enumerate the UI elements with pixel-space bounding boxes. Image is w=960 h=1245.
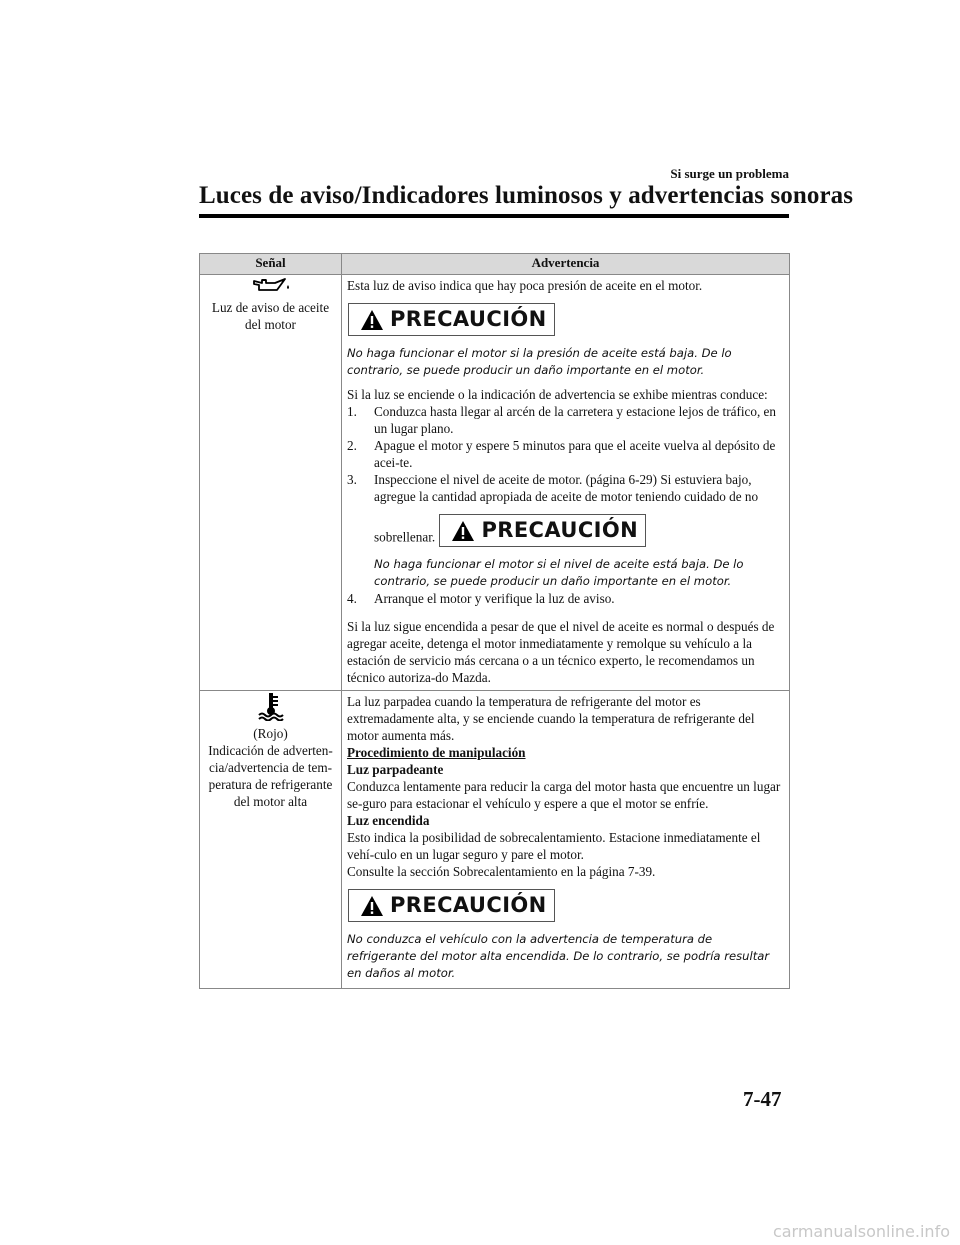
steps-list <box>347 403 783 607</box>
step-text: Apague el motor y espere 5 minutos para que el aceite vuelva al depósito de acei-te. <box>374 438 776 470</box>
step-number: 1. <box>347 404 357 419</box>
signal-label: Indicación de adverten-cia/advertencia de tem-peratura de refrigerante del motor alta <box>208 743 333 809</box>
oil-intro-text: Esta luz de aviso indica que hay poca presión de aceite en el motor. <box>347 278 703 293</box>
caution-box <box>348 889 555 922</box>
table-row <box>200 691 790 989</box>
warning-cell <box>342 275 790 691</box>
step-number: 2. <box>347 438 357 453</box>
procedure-heading: Procedimiento de manipulación <box>347 745 526 760</box>
section-label: Si surge un problema <box>670 166 789 181</box>
list-item <box>347 437 783 471</box>
caution-box <box>348 303 555 336</box>
blinking-heading: Luz parpadeante <box>347 762 444 777</box>
signal-cell <box>200 275 342 691</box>
signal-cell <box>200 691 342 989</box>
step-text: Inspeccione el nivel de aceite de motor. (página 6-29) Si estuviera bajo, agregue la cantidad apropiada de aceite de motor teniendo cuidado de no sobrellenar. <box>374 472 759 545</box>
signal-color: (Rojo) <box>253 726 288 741</box>
step-number: 4. <box>347 591 357 606</box>
coolant-temperature-icon <box>257 691 285 721</box>
steps-intro: Si la luz se enciende o la indicación de advertencia se exhibe mientras conduce: <box>347 387 768 402</box>
step-number: 3. <box>347 472 357 487</box>
list-item <box>347 590 783 607</box>
table-row <box>200 275 790 691</box>
warning-triangle-icon <box>451 520 475 542</box>
column-header-warning: Advertencia <box>342 254 790 275</box>
list-item <box>347 403 783 437</box>
column-header-signal: Señal <box>200 254 342 275</box>
caution-text: No haga funcionar el motor si el nivel de aceite está baja. De lo contrario, se puede producir un daño importante en el motor. <box>374 557 744 588</box>
caution-text: No conduzca el vehículo con la advertencia de temperatura de refrigerante del motor alta encendida. De lo contrario, se podría resultar en daños al motor. <box>347 932 770 980</box>
coolant-intro-text: La luz parpadea cuando la temperatura de refrigerante del motor es extremadamente alta, y se enciende cuando la temperatura de refrigerante del motor aumenta más. <box>347 694 755 743</box>
on-text: Esto indica la posibilidad de sobrecalentamiento. Estacione inmediatamente el vehí-culo en un lugar seguro y pare el motor. <box>347 830 761 862</box>
signal-label: Luz de aviso de aceite del motor <box>211 300 330 332</box>
page-title: Luces de aviso/Indicadores luminosos y advertencias sonoras <box>199 182 854 209</box>
warning-triangle-icon <box>360 895 384 917</box>
warning-lights-table <box>199 253 790 989</box>
reference-text: Consulte la sección Sobrecalentamiento en la página 7-39. <box>347 864 656 879</box>
title-divider <box>199 214 789 218</box>
warning-cell <box>342 691 790 989</box>
blinking-text: Conduzca lentamente para reducir la carga del motor hasta que encuentre un lugar se-guro para estacionar el vehículo y espere a que el motor se enfríe. <box>347 779 781 811</box>
page-number: 7-47 <box>743 1087 782 1111</box>
watermark: carmanualsonline.info <box>772 1222 950 1241</box>
caution-text: No haga funcionar el motor si la presión de aceite está baja. De lo contrario, se puede producir un daño importante en el motor. <box>347 346 732 377</box>
list-item <box>347 471 783 590</box>
step-text: Conduzca hasta llegar al arcén de la carretera y estacione lejos de tráfico, en un lugar plano. <box>374 404 776 436</box>
caution-box <box>439 514 646 547</box>
caution-label: PRECAUCIÓN <box>481 518 639 542</box>
oil-closing-text: Si la luz sigue encendida a pesar de que el nivel de aceite es normal o después de agregar aceite, detenga el motor inmediatamente y remolque su vehículo a la estación de servicio más cercana o a un técnico experto, le recomendamos un técnico autoriza-do Mazda. <box>347 619 775 685</box>
warning-triangle-icon <box>360 309 384 331</box>
oil-can-icon <box>251 275 291 295</box>
caution-label: PRECAUCIÓN <box>390 307 547 331</box>
step-text: Arranque el motor y verifique la luz de aviso. <box>374 591 615 606</box>
table-header-row <box>200 254 790 275</box>
caution-label: PRECAUCIÓN <box>390 893 547 917</box>
on-heading: Luz encendida <box>347 813 430 828</box>
